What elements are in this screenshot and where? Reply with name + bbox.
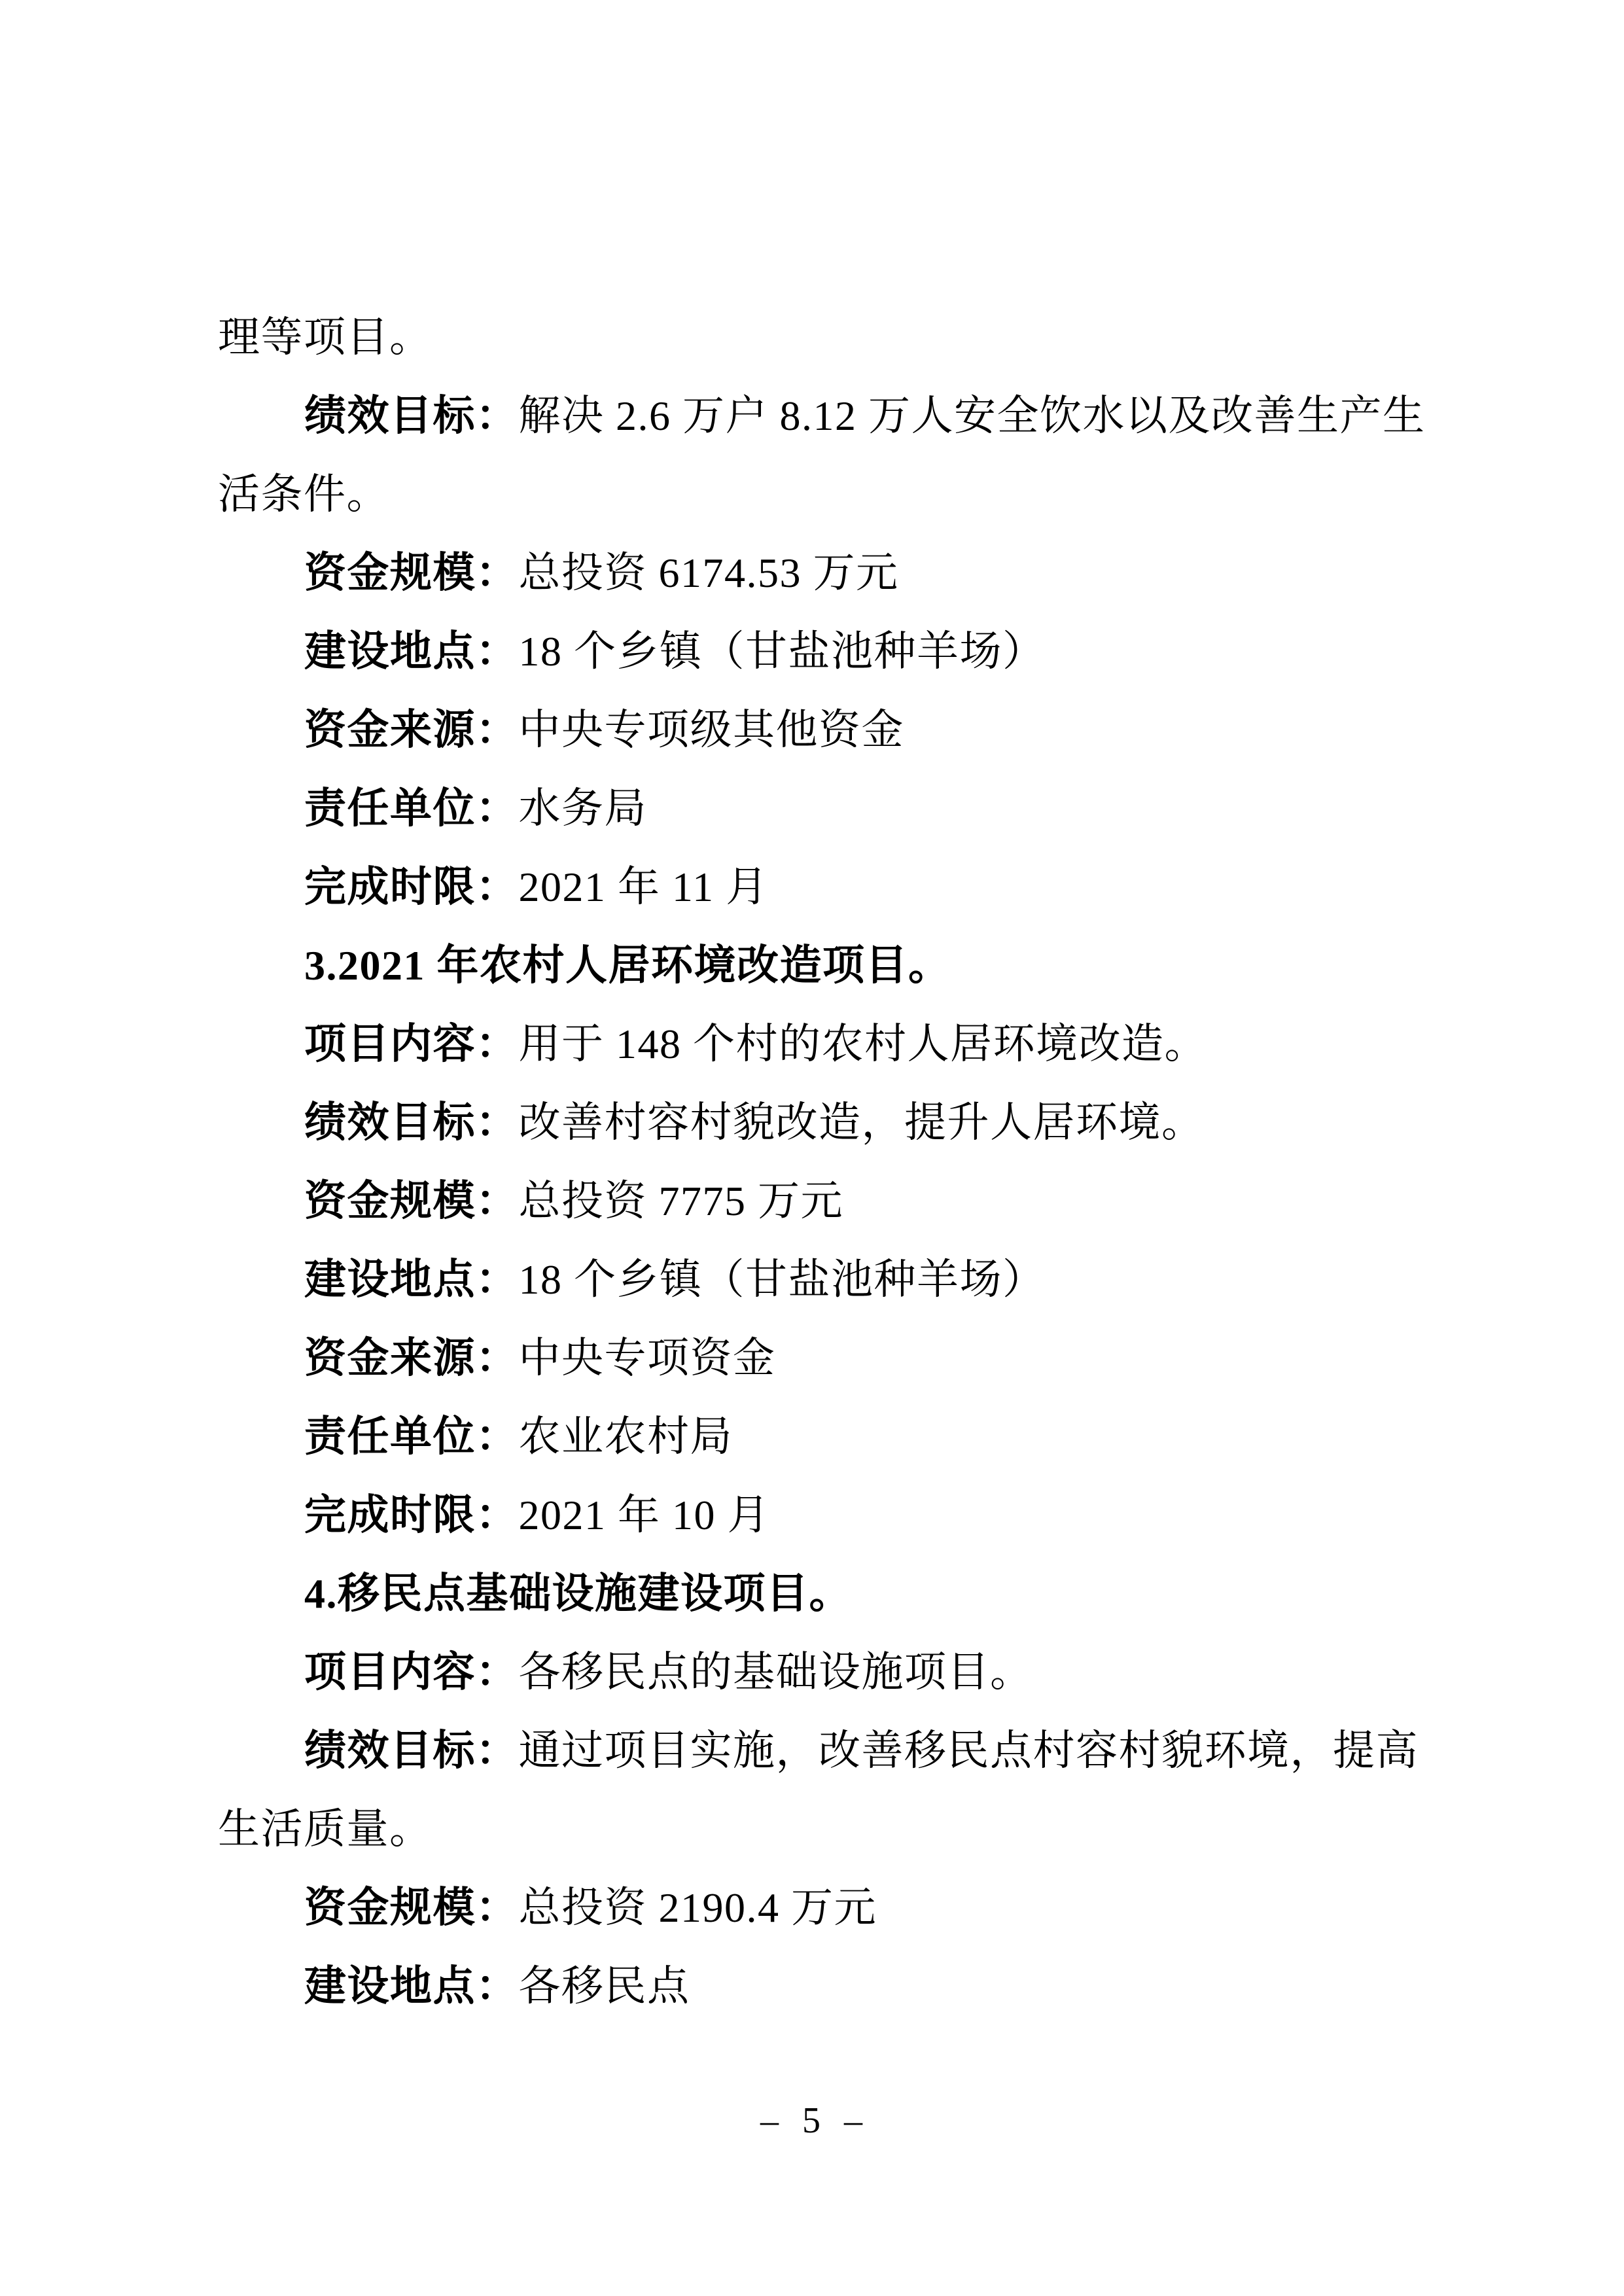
paragraph-continuation: 活条件。	[218, 471, 389, 518]
text-line	[218, 612, 1406, 691]
field-value: 水务局	[518, 785, 647, 832]
field-label: 资金规模：	[304, 1178, 519, 1224]
text-line	[218, 1790, 1406, 1869]
document-body	[218, 298, 1426, 2026]
field-label: 绩效目标：	[304, 1727, 519, 1774]
field-label: 资金规模：	[304, 550, 519, 596]
field-label: 建设地点：	[304, 1963, 519, 2009]
field-value: 2021 年 10 月	[518, 1492, 770, 1538]
field-label: 完成时限：	[304, 864, 519, 910]
text-line	[218, 1476, 1406, 1555]
text-line	[218, 298, 1406, 377]
text-line	[218, 1712, 1419, 1790]
field-value: 用于 148 个村的农村人居环境改造。	[518, 1021, 1207, 1067]
text-line	[218, 691, 1406, 769]
field-label: 绩效目标：	[304, 1099, 519, 1146]
field-value: 改善村容村貌改造，提升人居环境。	[518, 1099, 1205, 1146]
text-line	[218, 1947, 1406, 2026]
field-label: 绩效目标：	[304, 393, 519, 439]
text-line	[218, 1869, 1406, 1947]
text-line	[218, 1162, 1406, 1241]
text-line	[218, 534, 1406, 612]
field-value: 各移民点	[518, 1963, 690, 2009]
field-value: 各移民点的基础设施项目。	[518, 1649, 1033, 1695]
field-value: 18 个乡镇（甘盐池种羊场）	[518, 1256, 1046, 1303]
text-line	[218, 1319, 1406, 1398]
field-label: 完成时限：	[304, 1492, 519, 1538]
field-value: 总投资 2190.4 万元	[518, 1884, 877, 1931]
text-line	[218, 1084, 1406, 1162]
text-line	[218, 1005, 1406, 1084]
field-value: 农业农村局	[518, 1413, 733, 1460]
field-label: 责任单位：	[304, 1413, 519, 1460]
page-number: – 5 –	[760, 2100, 864, 2141]
field-value: 18 个乡镇（甘盐池种羊场）	[518, 628, 1046, 675]
field-label: 资金来源：	[304, 1335, 519, 1381]
section-heading-text: 4.移民点基础设施建设项目。	[304, 1570, 852, 1617]
field-label: 项目内容：	[304, 1649, 519, 1695]
section-heading-text: 3.2021 年农村人居环境改造项目。	[304, 942, 951, 989]
text-line	[218, 1241, 1406, 1319]
paragraph-continuation: 理等项目。	[218, 314, 432, 361]
field-label: 建设地点：	[304, 628, 519, 675]
text-line	[218, 1398, 1406, 1476]
field-label: 资金规模：	[304, 1884, 519, 1931]
field-value: 2021 年 11 月	[518, 864, 769, 910]
text-line	[218, 1633, 1406, 1712]
field-value: 中央专项级其他资金	[518, 707, 904, 753]
text-line	[218, 455, 1406, 534]
field-label: 建设地点：	[304, 1256, 519, 1303]
field-label: 项目内容：	[304, 1021, 519, 1067]
section-heading	[218, 927, 1406, 1005]
section-heading	[218, 1555, 1406, 1633]
field-value: 中央专项资金	[518, 1335, 776, 1381]
field-label: 资金来源：	[304, 707, 519, 753]
field-value: 总投资 6174.53 万元	[518, 550, 899, 596]
text-line	[218, 769, 1406, 848]
field-value: 解决 2.6 万户 8.12 万人安全饮水以及改善生产生	[518, 393, 1426, 439]
paragraph-continuation: 生活质量。	[218, 1806, 432, 1852]
text-line	[218, 377, 1426, 455]
field-value: 总投资 7775 万元	[518, 1178, 843, 1224]
field-label: 责任单位：	[304, 785, 519, 832]
text-line	[218, 848, 1406, 927]
field-value: 通过项目实施，改善移民点村容村貌环境，提高	[518, 1727, 1419, 1774]
